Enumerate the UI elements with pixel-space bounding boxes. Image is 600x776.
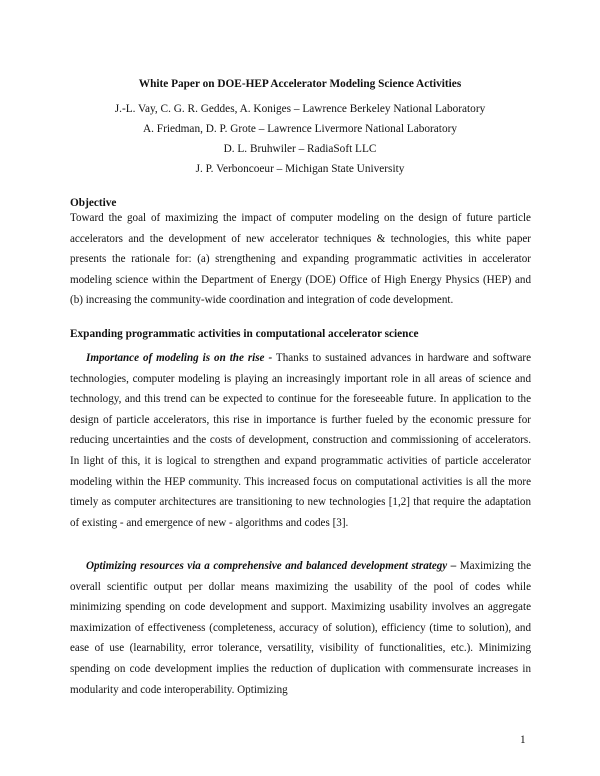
author-line: D. L. Bruhwiler – RadiaSoft LLC	[223, 143, 377, 155]
document-title: White Paper on DOE-HEP Accelerator Modeling Science Activities	[138, 78, 462, 90]
author-line: J. P. Verboncoeur – Michigan State University	[195, 163, 405, 175]
author-line: A. Friedman, D. P. Grote – Lawrence Livermore National Laboratory	[142, 123, 457, 135]
body-paragraph	[70, 348, 531, 533]
paragraph-lead: Importance of modeling is on the rise -	[86, 352, 273, 364]
objective-heading: Objective	[70, 197, 117, 209]
page-number: 1	[520, 734, 526, 746]
section-heading: Expanding programmatic activities in computational accelerator science	[70, 328, 419, 340]
paragraph-text: Thanks to sustained advances in hardware and software technologies, computer modeling is playing an increasingly important role in all areas of science and technology, and this trend can be expected to continue for the foreseeable future. In application to the design of particle accelerators, this rise in importance is further fueled by the economic pressure for reducing uncertainties and the costs of development, construction and commissioning of accelerators. In light of this, it is logical to strengthen and expand programmatic activities of particle accelerator modeling within the HEP community. This increased focus on computational activities is all the more timely as computer architectures are transitioning to new technologies [1,2] that require the adaptation of existing - and emergence of new - algorithms and codes [3].	[70, 352, 531, 529]
paragraph-lead: Optimizing resources via a comprehensive and balanced development strategy –	[86, 560, 457, 572]
body-paragraph	[70, 556, 531, 700]
objective-paragraph: Toward the goal of maximizing the impact of computer modeling on the design of future particle accelerators and the development of new accelerator techniques & technologies, this white paper presents the rationale for: (a) strengthening and expanding programmatic activities in accelerator modeling science within the Department of Energy (DOE) Office of High Energy Physics (HEP) and (b) increasing the community-wide coordination and integration of code development.	[70, 212, 531, 307]
author-line: J.-L. Vay, C. G. R. Geddes, A. Koniges – Lawrence Berkeley National Laboratory	[114, 103, 486, 115]
paragraph-text: Maximizing the overall scientific output per dollar means maximizing the usability of the pool of codes while minimizing spending on code development and support. Maximizing usability involves an aggregate maximization of effectiveness (completeness, accuracy of solution), efficiency (time to solution), and ease of use (learnability, error tolerance, versatility, visibility of functionalities, etc.). Minimizing spending on code development implies the reduction of duplication with commensurate increases in modularity and code interoperability. Optimizing	[70, 560, 531, 696]
